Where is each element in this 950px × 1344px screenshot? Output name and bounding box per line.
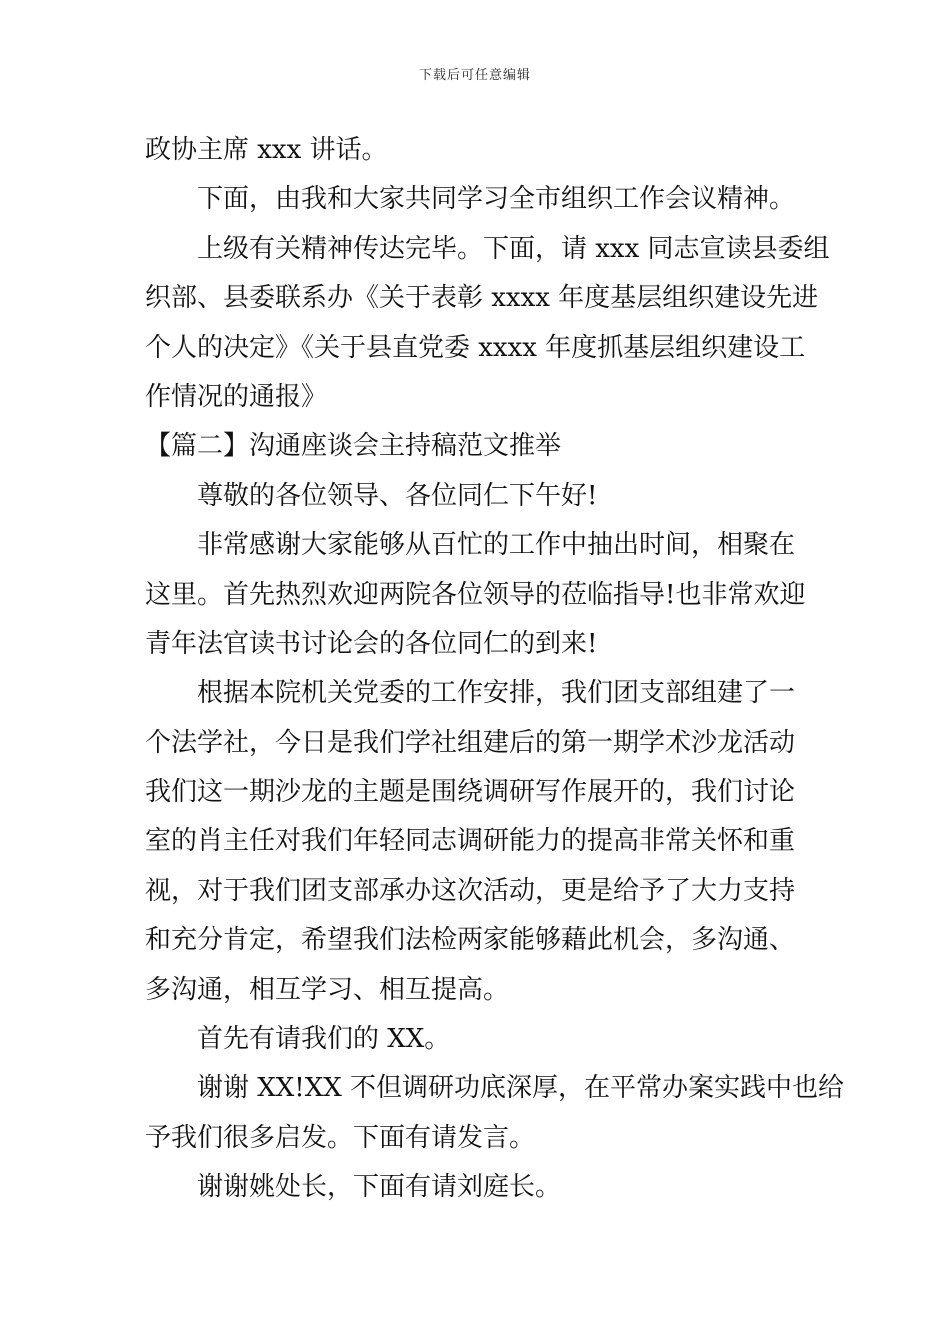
section-heading: 【篇二】沟通座谈会主持稿范文推举	[145, 431, 562, 462]
body-line: 室的肖主任对我们年轻同志调研能力的提高非常关怀和重	[145, 826, 796, 857]
body-line: 多沟通，相互学习、相互提高。	[145, 974, 510, 1005]
body-line: 和充分肯定，希望我们法检两家能够藉此机会，多沟通、	[145, 925, 796, 956]
body-line: 个法学社，今日是我们学社组建后的第一期学术沙龙活动	[145, 727, 796, 758]
body-line: 谢谢姚处长，下面有请刘庭长。	[197, 1172, 562, 1203]
body-line: 首先有请我们的 XX。	[197, 1024, 451, 1055]
body-line: 这里。首先热烈欢迎两院各位领导的莅临指导!也非常欢迎	[145, 579, 806, 610]
body-line: 上级有关精神传达完毕。下面，请 xxx 同志宣读县委组	[197, 233, 830, 264]
body-line: 我们这一期沙龙的主题是围绕调研写作展开的，我们讨论	[145, 777, 796, 808]
body-line: 青年法官读书讨论会的各位同仁的到来!	[145, 628, 598, 659]
document-body	[145, 126, 845, 1213]
body-line: 非常感谢大家能够从百忙的工作中抽出时间，相聚在	[197, 530, 796, 561]
body-line: 政协主席 xxx 讲话。	[145, 135, 388, 165]
body-line: 作情况的通报》	[145, 381, 328, 412]
body-line: 视，对于我们团支部承办这次活动，更是给予了大力支持	[145, 875, 796, 906]
body-line: 下面，由我和大家共同学习全市组织工作会议精神。	[197, 184, 796, 215]
page-header-note: 下载后可任意编辑	[418, 68, 531, 83]
body-line: 谢谢 XX!XX 不但调研功底深厚，在平常办案实践中也给	[197, 1073, 845, 1104]
body-line: 根据本院机关党委的工作安排，我们团支部组建了一	[197, 678, 796, 709]
body-line: 织部、县委联系办《关于表彰 xxxx 年度基层组织建设先进	[145, 283, 819, 314]
body-line: 予我们很多启发。下面有请发言。	[145, 1122, 536, 1153]
body-line: 尊敬的各位领导、各位同仁下午好!	[197, 480, 598, 511]
body-line: 个人的决定》《关于县直党委 xxxx 年度抓基层组织建设工	[145, 332, 806, 363]
